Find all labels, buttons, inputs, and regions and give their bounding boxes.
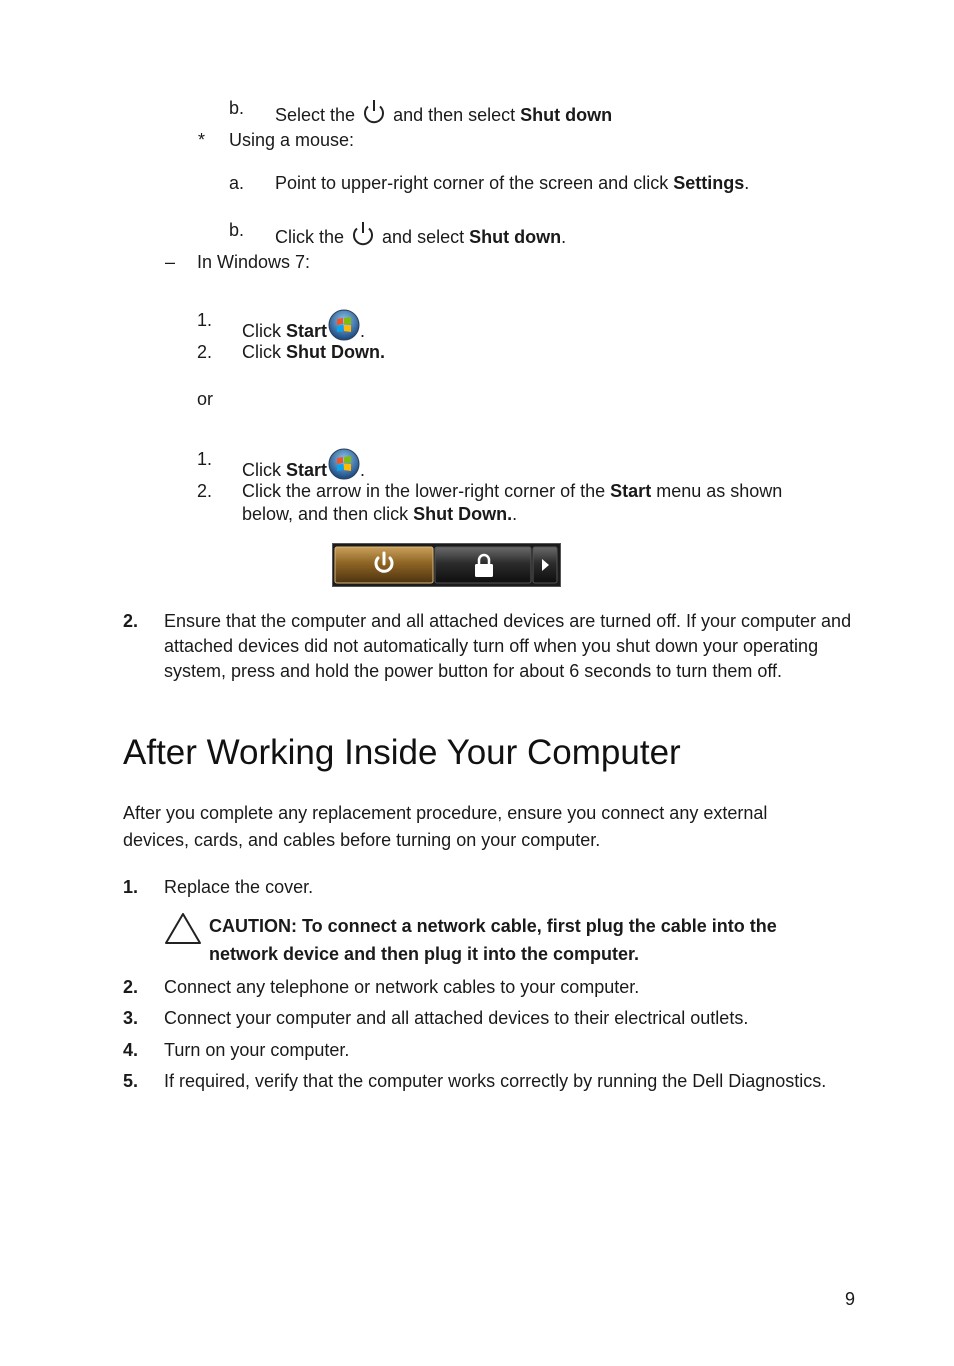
win7-label: In Windows 7: — [197, 252, 311, 272]
or-separator: or — [197, 389, 214, 409]
step-paragraph: Ensure that the computer and all attached devices are turned off. If your computer and attached devices did not automatically turn off when you shut down your operating system, press and hold the power button for about 6 seconds to turn them off. — [164, 611, 852, 681]
step-text: Select the and then select Shut down — [275, 97, 612, 127]
windows-start-orb-icon — [328, 448, 360, 480]
step-text: Replace the cover. — [164, 877, 314, 897]
step-number: 2. — [123, 611, 139, 631]
step-text: Click the and select Shut down. — [275, 219, 566, 249]
power-icon — [361, 97, 387, 127]
page-number: 9 — [845, 1289, 856, 1309]
windows-start-orb-icon — [328, 309, 360, 341]
step-number: 1. — [197, 449, 213, 469]
step-text-line: below, and then click Shut Down.. — [242, 504, 518, 524]
step-text: Point to upper-right corner of the screen and click Settings. — [275, 173, 750, 193]
step-number: 2. — [197, 481, 213, 501]
step-marker: b. — [229, 98, 245, 118]
start-menu-shutdown-bar — [332, 543, 561, 587]
power-icon — [350, 219, 376, 249]
caution-notice: CAUTION: To connect a network cable, first plug the cable into the network device and then plug it into the computer. — [209, 916, 777, 964]
step-number: 1. — [197, 310, 213, 330]
step-text-line: Click the arrow in the lower-right corner of the Start menu as shown — [242, 481, 783, 501]
step-text: Click Shut Down. — [242, 342, 385, 362]
step-number: 2. — [197, 342, 213, 362]
section-heading: After Working Inside Your Computer — [123, 733, 681, 772]
step-text: Click Start . — [242, 448, 365, 481]
caution-triangle-icon — [163, 911, 203, 945]
step-text: Connect any telephone or network cables to your computer. — [164, 977, 640, 997]
bullet-dash: – — [165, 252, 176, 272]
step-number: 2. — [123, 977, 139, 997]
step-text: Click Start . — [242, 309, 365, 342]
step-number: 1. — [123, 877, 139, 897]
section-intro: After you complete any replacement procedure, ensure you connect any external devices, cards, and cables before turning on your computer. — [123, 803, 768, 850]
step-text: Turn on your computer. — [164, 1040, 350, 1060]
step-text: Connect your computer and all attached devices to their electrical outlets. — [164, 1008, 749, 1028]
bullet-star: * — [198, 130, 206, 150]
step-marker: a. — [229, 173, 245, 193]
step-text: If required, verify that the computer works correctly by running the Dell Diagnostics. — [164, 1071, 827, 1091]
step-number: 5. — [123, 1071, 139, 1091]
step-marker: b. — [229, 220, 245, 240]
step-number: 4. — [123, 1040, 139, 1060]
mouse-label: Using a mouse: — [229, 130, 355, 150]
step-number: 3. — [123, 1008, 139, 1028]
shutdown-bar-graphic — [333, 544, 560, 586]
